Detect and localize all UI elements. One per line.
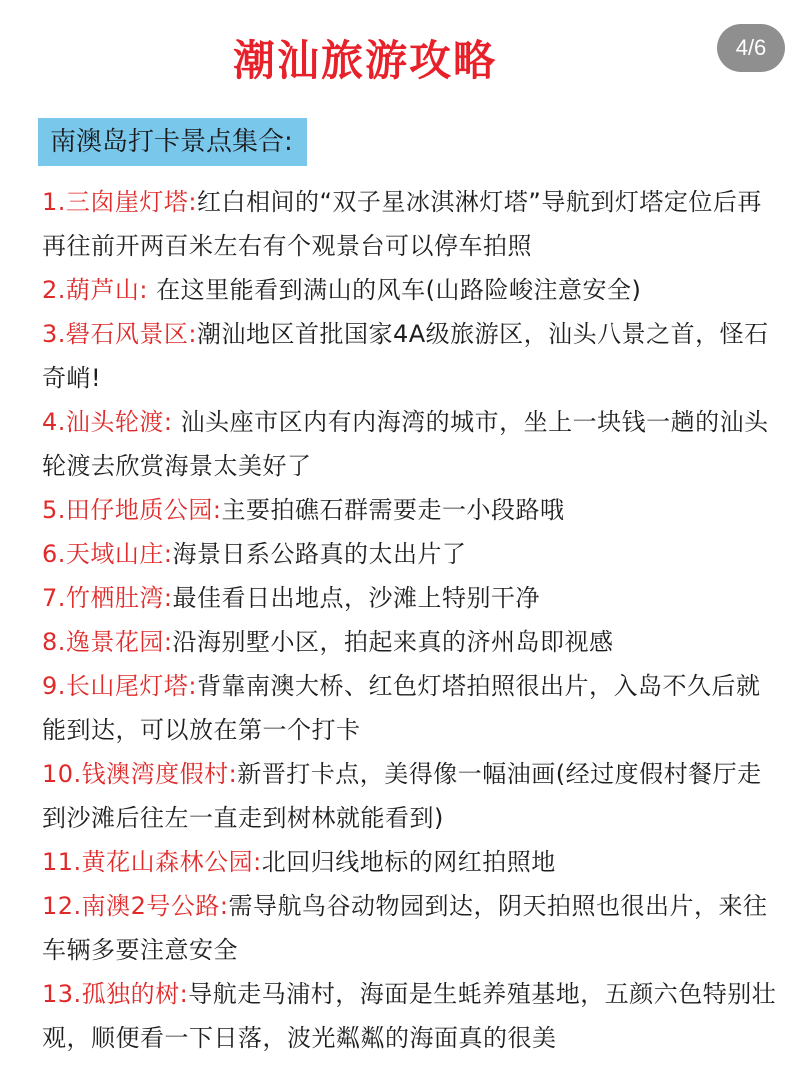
item-name: 12.南澳2号公路: [42, 892, 229, 920]
list-item [42, 532, 782, 576]
list-item [42, 312, 782, 400]
item-desc: 潮汕地区首批国家4A级旅游区，汕头八景之首，怪石奇峭! [42, 320, 769, 392]
list-item [42, 488, 782, 532]
item-desc: 北回归线地标的网红拍照地 [261, 848, 556, 876]
item-desc: 需导航鸟谷动物园到达，阴天拍照也很出片，来往车辆多要注意安全 [42, 892, 768, 964]
item-name: 5.田仔地质公园: [42, 496, 222, 524]
item-name: 6.天域山庄: [42, 540, 173, 568]
item-desc: 最佳看日出地点，沙滩上特别干净 [172, 584, 540, 612]
list-item [42, 620, 782, 664]
list-item [42, 884, 782, 972]
item-name: 11.黄花山森林公园: [42, 848, 262, 876]
page-indicator-badge: 4/6 [717, 24, 785, 72]
list-item [42, 180, 782, 268]
list-item [42, 840, 782, 884]
item-desc: 背靠南澳大桥、红色灯塔拍照很出片，入岛不久后就能到达，可以放在第一个打卡 [42, 672, 761, 744]
list-item [42, 400, 782, 488]
item-desc: 主要拍礁石群需要走一小段路哦 [221, 496, 565, 524]
item-name: 2.葫芦山: [42, 276, 148, 304]
item-name: 8.逸景花园: [42, 628, 173, 656]
item-name: 10.钱澳湾度假村: [42, 760, 238, 788]
section-header: 南澳岛打卡景点集合: [38, 118, 307, 166]
list-item [42, 268, 782, 312]
list-item [42, 664, 782, 752]
item-name: 9.长山尾灯塔: [42, 672, 197, 700]
item-name: 7.竹栖肚湾: [42, 584, 173, 612]
page-title: 潮汕旅游攻略 [232, 36, 497, 85]
item-name: 3.礐石风景区: [42, 320, 197, 348]
attraction-list [42, 180, 782, 1060]
item-desc: 沿海别墅小区，拍起来真的济州岛即视感 [172, 628, 614, 656]
list-item [42, 752, 782, 840]
list-item [42, 576, 782, 620]
item-desc: 汕头座市区内有内海湾的城市，坐上一块钱一趟的汕头轮渡去欣赏海景太美好了 [42, 408, 769, 480]
item-desc: 新晋打卡点，美得像一幅油画(经过度假村餐厅走到沙滩后往左一直走到树林就能看到) [42, 760, 762, 832]
item-name: 13.孤独的树: [42, 980, 189, 1008]
item-name: 4.汕头轮渡: [42, 408, 173, 436]
item-desc: 导航走马浦村，海面是生蚝养殖基地，五颜六色特别壮观，顺便看一下日落，波光粼粼的海面真的很美 [42, 980, 777, 1052]
item-desc: 红白相间的“双子星冰淇淋灯塔”导航到灯塔定位后再再往前开两百米左右有个观景台可以停车拍照 [42, 188, 762, 260]
item-name: 1.三囱崖灯塔: [42, 188, 197, 216]
item-desc: 在这里能看到满山的风车(山路险峻注意安全) [147, 276, 642, 304]
item-desc: 海景日系公路真的太出片了 [172, 540, 467, 568]
list-item [42, 972, 782, 1060]
